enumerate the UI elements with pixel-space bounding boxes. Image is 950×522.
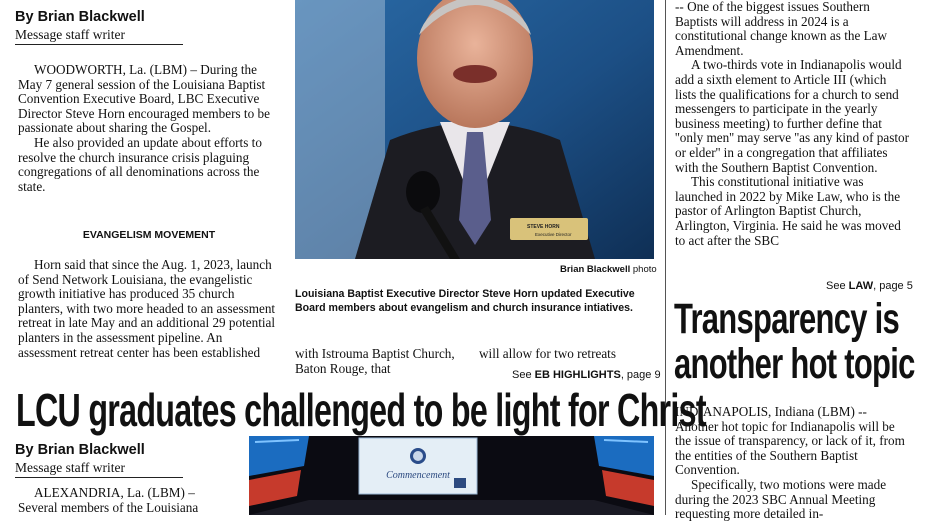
photo-commencement xyxy=(249,436,654,515)
column-divider xyxy=(665,0,666,515)
photo-commencement-image xyxy=(249,436,654,515)
subhead-evangelism: EVANGELISM MOVEMENT xyxy=(82,229,216,241)
law-paragraph: A two-thirds vote in Indianapolis would add a sixth element to Article III (which lists the qualifications for a church to send messengers to participate in the yearly business meeting) to further define that ''only men'' may serve ''as any kind of pastor or elder'' in a congregation that affiliates with the Southern Baptist Convention. xyxy=(675,57,909,175)
photo-steve-horn-image xyxy=(295,0,654,259)
jump-page: , page 9 xyxy=(620,369,661,381)
transparency-headline-line2: another hot topic xyxy=(674,340,915,388)
jump-prefix: See xyxy=(826,280,846,292)
jump-target: LAW xyxy=(848,280,874,292)
law-story-body xyxy=(675,0,910,248)
story1-body-continued xyxy=(18,258,280,360)
story1-body xyxy=(18,63,280,194)
story1-byline: By Brian Blackwell xyxy=(15,9,145,25)
transparency-paragraph: Specifically, two motions were made during the 2023 SBC Annual Meeting requesting more detailed in- xyxy=(675,476,887,522)
jump-eb-highlights[interactable] xyxy=(512,369,661,381)
transparency-headline xyxy=(674,297,915,387)
jump-page: , page 5 xyxy=(873,280,913,292)
law-paragraph: -- One of the biggest issues Southern Baptists will address in 2024 is a constitutional change known as the Law Amendment. xyxy=(675,0,888,58)
photo-credit xyxy=(560,264,657,275)
story1-role: Message staff writer xyxy=(15,27,183,45)
jump-target: EB HIGHLIGHTS xyxy=(534,369,621,381)
photo-caption: Louisiana Baptist Executive Director Steve Horn updated Executive Board members about evangelism and church insurance intiatives. xyxy=(295,288,635,314)
lcu-headline: LCU graduates challenged to be light for Christ xyxy=(16,384,706,436)
photo-credit-suffix: photo xyxy=(630,264,657,275)
transparency-body xyxy=(675,405,910,522)
story1-paragraph: He also provided an update about efforts to resolve the church insurance crisis plaguing congregations of all denominations across the state. xyxy=(18,134,262,194)
photo-credit-name: Brian Blackwell xyxy=(560,264,631,275)
lcu-byline: By Brian Blackwell xyxy=(15,442,145,458)
lcu-body xyxy=(18,486,230,515)
nametag-name: STEVE HORN xyxy=(527,224,560,230)
transparency-paragraph: INDIANAPOLIS, Indiana (LBM) -- Another hot topic for Indianapolis will be the issue of transparency, or lack of it, from the entities of the Southern Baptist Convention. xyxy=(675,404,905,478)
story1-paragraph: WOODWORTH, La. (LBM) – During the May 7 general session of the Louisiana Baptist Convention Executive Board, LBC Executive Director Steve Horn encouraged members to be passionate about sharing the Gospel. xyxy=(18,62,270,136)
story1-col2-text: with Istrouma Baptist Church, Baton Rouge, that xyxy=(295,346,455,376)
jump-prefix: See xyxy=(512,369,532,381)
transparency-headline-line1: Transparency is xyxy=(674,295,899,343)
story1-col3-text: will allow for two retreats xyxy=(479,346,616,361)
jump-law[interactable] xyxy=(826,280,913,292)
photo-steve-horn xyxy=(295,0,654,259)
story1-paragraph: Horn said that since the Aug. 1, 2023, launch of Send Network Louisiana, the evangelistic growth initiative has produced 35 church planters, with two more headed to an assessment retreat in late May and an additional 29 potential planters in the assessment pipeline. An assessment retreat center has been established xyxy=(18,257,276,360)
nametag-title: Executive Director xyxy=(535,232,572,237)
lcu-role: Message staff writer xyxy=(15,460,183,478)
lcu-paragraph: ALEXANDRIA, La. (LBM) – Several members of the Louisiana xyxy=(18,485,199,515)
law-paragraph: This constitutional initiative was launched in 2022 by Mike Law, who is the pastor of Arlington Baptist Church, Arlington, Virginia. He said he was moved to act after the SBC xyxy=(675,174,901,248)
screen-text: Commencement xyxy=(386,470,450,481)
